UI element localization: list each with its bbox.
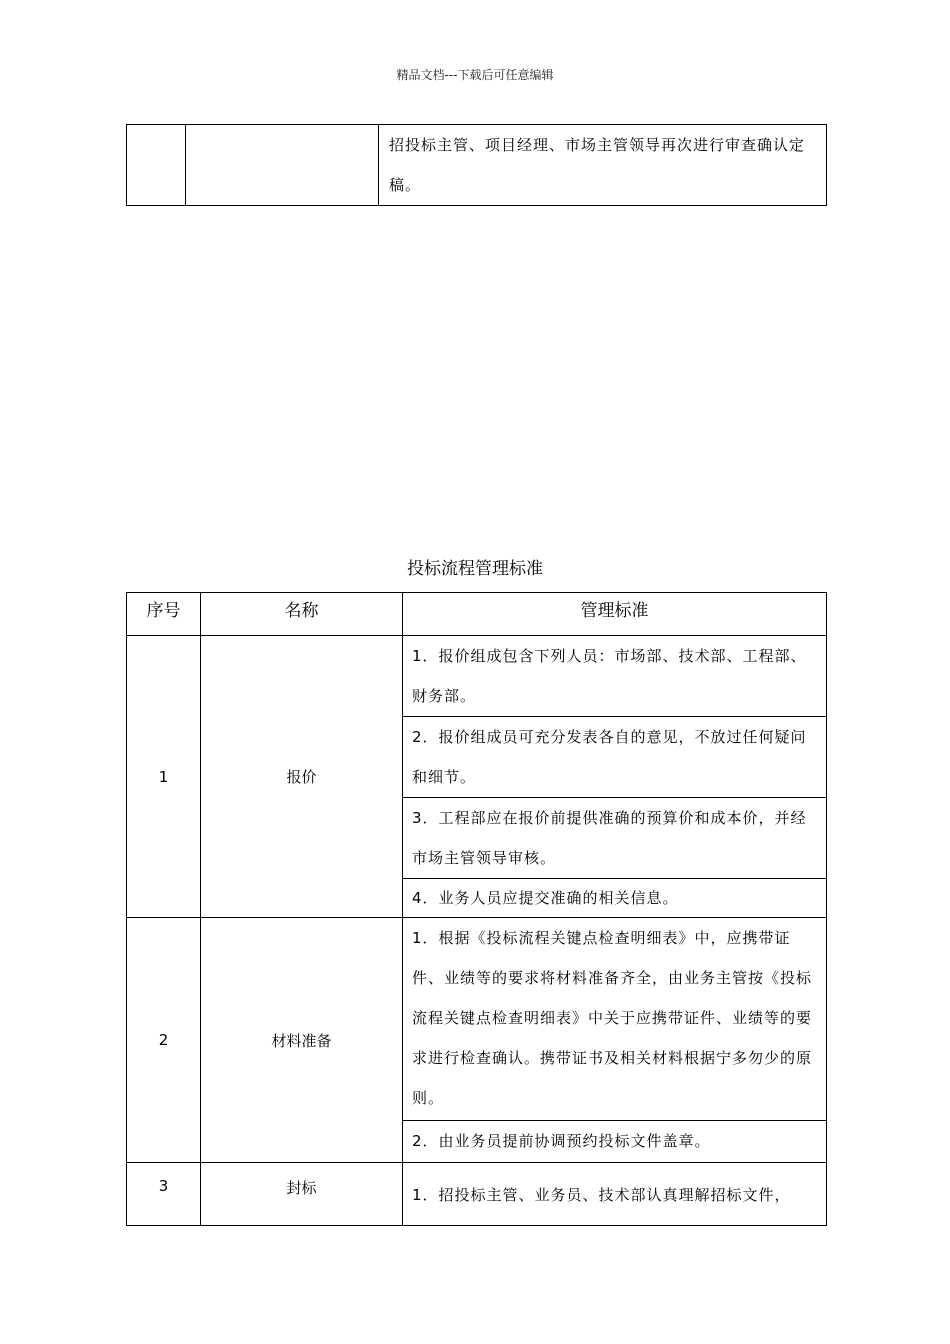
standard-cell: 招投标主管、项目经理、市场主管领导再次进行审查确认定稿。 <box>379 125 827 206</box>
bid-process-table <box>126 592 827 1226</box>
table-title: 投标流程管理标准 <box>407 559 543 579</box>
header-row <box>127 593 827 636</box>
standard-item: 2．由业务员提前协调预约投标文件盖章。 <box>403 1121 827 1163</box>
header-standard: 管理标准 <box>403 593 827 636</box>
standard-item: 1．报价组成包含下列人员：市场部、技术部、工程部、财务部。 <box>403 636 827 717</box>
row-seq: 3 <box>127 1163 201 1226</box>
row-name: 封标 <box>201 1163 403 1226</box>
row-name: 材料准备 <box>201 918 403 1163</box>
header-seq: 序号 <box>127 593 201 636</box>
continuation-table <box>126 124 827 206</box>
table-row <box>127 1163 827 1226</box>
header-name: 名称 <box>201 593 403 636</box>
standard-item: 1．招投标主管、业务员、技术部认真理解招标文件， <box>403 1163 827 1226</box>
empty-seq-cell <box>127 125 186 206</box>
table-row <box>127 125 827 206</box>
standard-item: 4．业务人员应提交准确的相关信息。 <box>403 879 827 918</box>
page-header: 精品文档---下载后可任意编辑 <box>396 68 554 82</box>
row-seq: 1 <box>127 636 201 918</box>
empty-name-cell <box>186 125 379 206</box>
standard-item: 1．根据《投标流程关键点检查明细表》中，应携带证件、业绩等的要求将材料准备齐全，由业务主管按《投标流程关键点检查明细表》中关于应携带证件、业绩等的要求进行检查确认。携带证书及相关材料根据宁多勿少的原则。 <box>403 918 827 1121</box>
table-row <box>127 636 827 717</box>
standard-item: 2．报价组成员可充分发表各自的意见，不放过任何疑问和细节。 <box>403 717 827 798</box>
standard-item: 3．工程部应在报价前提供准确的预算价和成本价，并经市场主管领导审核。 <box>403 798 827 879</box>
row-seq: 2 <box>127 918 201 1163</box>
table-row <box>127 918 827 1121</box>
row-name: 报价 <box>201 636 403 918</box>
